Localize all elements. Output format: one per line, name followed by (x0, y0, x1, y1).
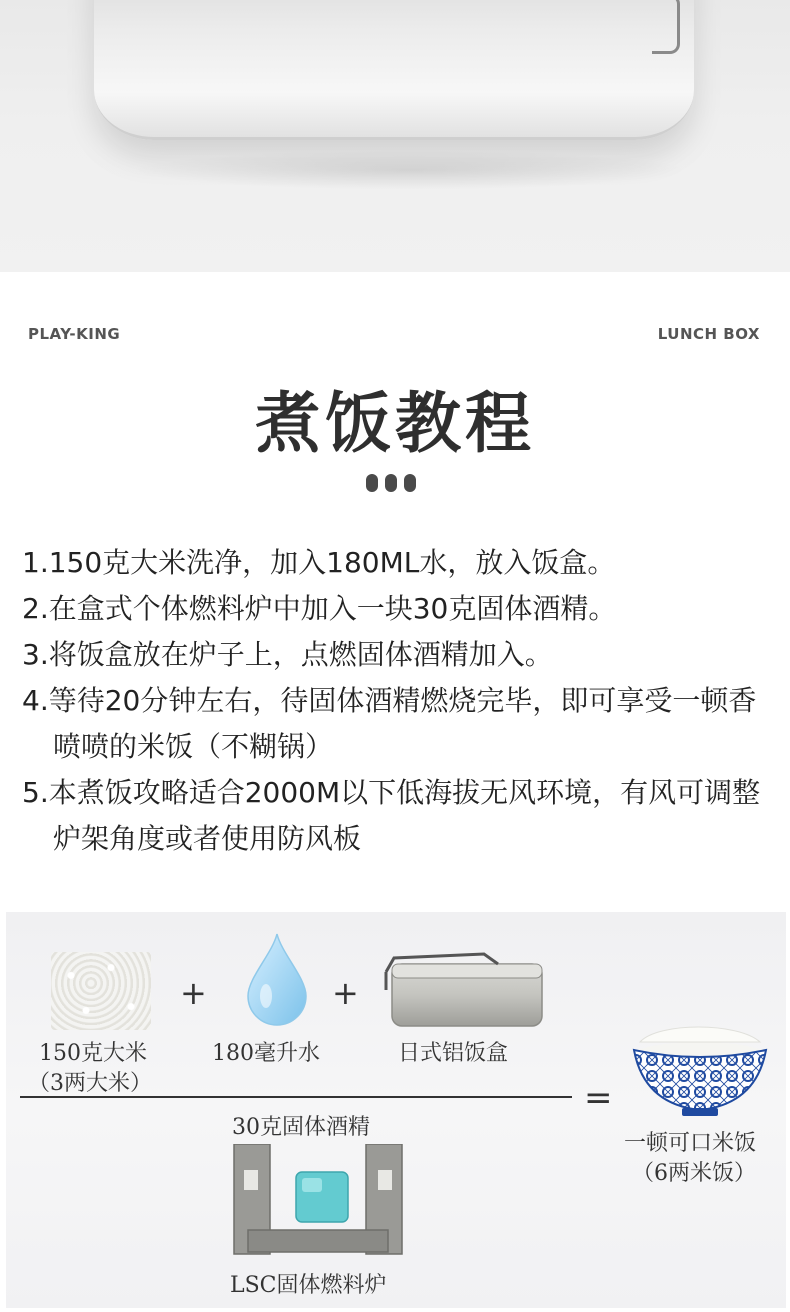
equals-sign: = (584, 1078, 613, 1118)
lunch-box-shadow (130, 150, 690, 190)
box-label: 日式铝饭盒 (398, 1041, 509, 1066)
lunch-box-handle (652, 0, 680, 54)
step-2: 2.在盒式个体燃料炉中加入一块30克固体酒精。 (22, 592, 617, 625)
cooking-diagram (6, 912, 786, 1308)
water-drop-icon (244, 932, 310, 1028)
plus-sign-1: + (180, 974, 207, 1012)
plus-sign-2: + (332, 974, 359, 1012)
lunch-box-image (94, 0, 694, 140)
brand-label: PLAY-KING (28, 325, 121, 343)
mess-tin-icon (384, 950, 544, 1030)
step-5: 5.本煮饭攻略适合2000M以下低海拔无风环境，有风可调整炉架角度或者使用防风板 (22, 776, 761, 855)
step-4: 4.等待20分钟左右，待固体酒精燃烧完毕，即可享受一顿香喷喷的米饭（不糊锅） (22, 684, 757, 763)
step-3: 3.将饭盒放在炉子上，点燃固体酒精加入。 (22, 638, 553, 671)
fuel-stove-icon (228, 1144, 408, 1264)
result-label: 一顿可口米饭 (624, 1131, 757, 1156)
fuel-label: 30克固体酒精 (232, 1115, 370, 1140)
product-label: LUNCH BOX (657, 325, 760, 343)
fraction-line (20, 1096, 572, 1098)
water-label: 180毫升水 (212, 1041, 320, 1066)
step-1: 1.150克大米洗净，加入180ML水，放入饭盒。 (22, 546, 616, 579)
rice-note: （3两大米） (28, 1071, 152, 1096)
rice-label: 150克大米 (39, 1041, 147, 1066)
rice-pile-icon (51, 952, 151, 1030)
result-note: （6两米饭） (632, 1161, 756, 1186)
rice-bowl-icon (628, 1020, 772, 1120)
dot-2 (385, 474, 397, 492)
dot-1 (366, 474, 378, 492)
steps-list (22, 540, 772, 862)
stove-label: LSC固体燃料炉 (230, 1273, 387, 1298)
product-photo (0, 0, 790, 272)
page-title: 煮饭教程 (255, 385, 535, 462)
title-dots (366, 474, 416, 492)
dot-3 (404, 474, 416, 492)
